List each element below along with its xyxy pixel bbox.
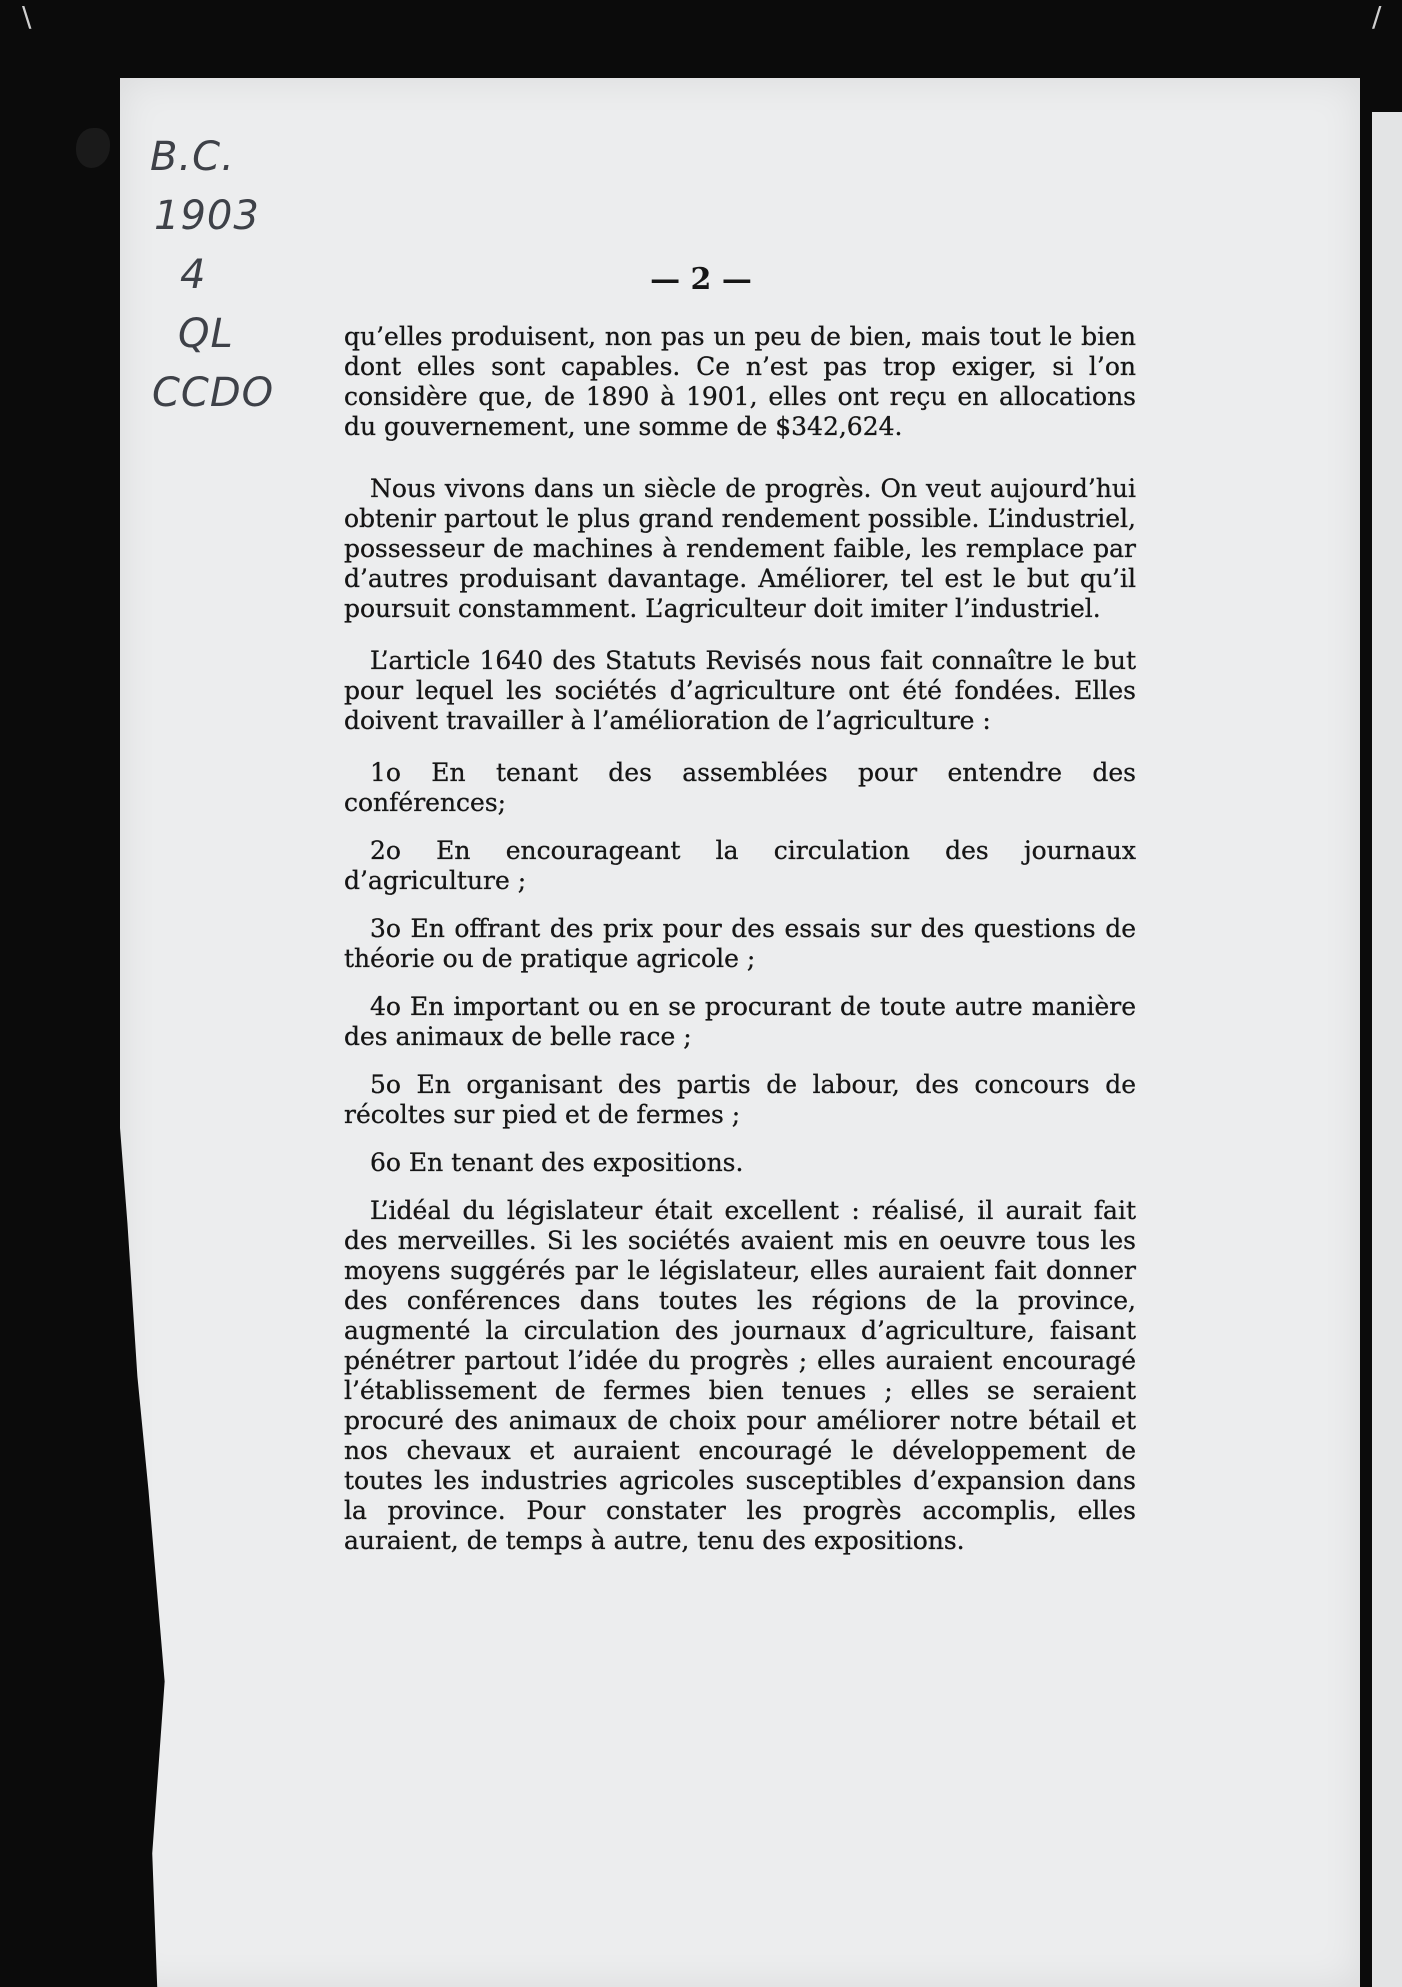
body-text (344, 322, 1136, 1578)
list-item: 4o En important ou en se procurant de toute autre manière des animaux de belle race ; (344, 992, 1136, 1051)
handnote-line: B.C. (150, 134, 235, 180)
paragraph: Nous vivons dans un siècle de progrès. On veut aujourd’hui obtenir partout le plus grand rendement possible. L’industriel, possesseur de machines à rendement faible, les remplace par d’autres produisant davantage. Améliorer, tel est le but qu’il poursuit constamment. L’agriculteur doit imiter l’industriel. (344, 474, 1136, 623)
binding-hole-mark (76, 128, 110, 168)
scan-corner-mark-right: / (1372, 0, 1382, 33)
list-item: 3o En offrant des prix pour des essais sur des questions de théorie ou de pratique agricole ; (344, 914, 1136, 973)
scan-corner-mark-left: \ (22, 0, 32, 33)
handnote-line: QL (178, 311, 234, 357)
list-item: 5o En organisant des partis de labour, des concours de récoltes sur pied et de fermes ; (344, 1070, 1136, 1129)
paragraph: qu’elles produisent, non pas un peu de bien, mais tout le bien dont elles sont capables. Ce n’est pas trop exiger, si l’on considère que, de 1890 à 1901, elles ont reçu en allocations du gouvernement, une somme de $342,624. (344, 322, 1136, 441)
handnote-line: CCDO (152, 370, 275, 416)
adjacent-page-edge (1372, 112, 1402, 1987)
page-number: — 2 — (650, 262, 752, 297)
list-item: 1o En tenant des assemblées pour entendre des conférences; (344, 758, 1136, 817)
list-item: 6o En tenant des expositions. (370, 1148, 744, 1177)
handnote-line: 1903 (154, 193, 260, 239)
paragraph: L’article 1640 des Statuts Revisés nous fait connaître le but pour lequel les sociétés d’agriculture ont été fondées. Elles doivent travailler à l’amélioration de l’agriculture : (344, 646, 1136, 735)
paragraph: L’idéal du législateur était excellent : réalisé, il aurait fait des merveilles. Si les sociétés avaient mis en oeuvre tous les moyens suggérés par le législateur, elles auraient fait donner des conférences dans toutes les régions de la province, augmenté la circulation des journaux d’agriculture, faisant pénétrer partout l’idée du progrès ; elles auraient encouragé l’établissement de fermes bien tenues ; elles se seraient procuré des animaux de choix pour améliorer notre bétail et nos chevaux et auraient encouragé le développement de toutes les industries agricoles susceptibles d’expansion dans la province. Pour constater les progrès accomplis, elles auraient, de temps à autre, tenu des expositions. (344, 1196, 1136, 1555)
handnote-line: 4 (180, 252, 207, 298)
list-item: 2o En encourageant la circulation des journaux d’agriculture ; (344, 836, 1136, 895)
